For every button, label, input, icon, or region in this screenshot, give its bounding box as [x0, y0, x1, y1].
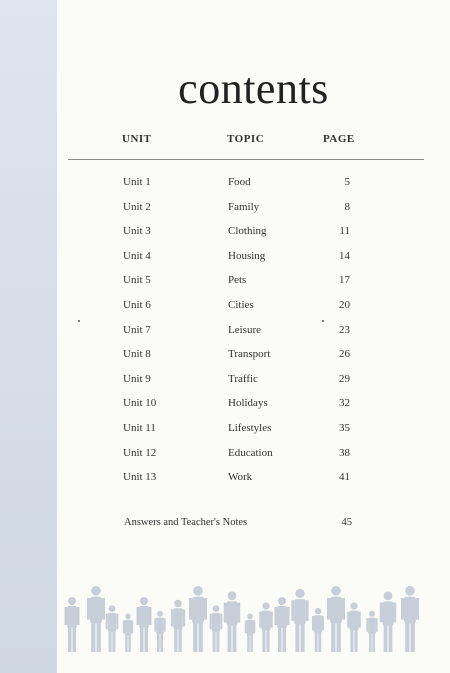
speck	[78, 320, 80, 322]
answers-page: 45	[341, 517, 352, 528]
people-silhouette-row-icon	[60, 570, 430, 655]
row-topic: Work	[228, 471, 253, 484]
row-unit: Unit 11	[123, 421, 156, 434]
table-row	[0, 471, 450, 496]
table-row	[0, 225, 450, 250]
row-unit: Unit 1	[123, 176, 151, 188]
table-row	[0, 176, 450, 201]
row-unit: Unit 4	[123, 249, 151, 262]
row-unit: Unit 8	[123, 348, 151, 361]
row-topic: Pets	[228, 274, 247, 287]
table-row	[0, 373, 450, 398]
table-row	[0, 299, 450, 324]
row-page: 38	[339, 446, 350, 459]
row-topic: Transport	[228, 348, 271, 361]
row-unit: Unit 13	[123, 471, 157, 484]
topic-column-header: TOPIC	[227, 133, 265, 145]
row-topic: Clothing	[228, 225, 267, 238]
row-page: 26	[339, 348, 350, 361]
speck	[322, 320, 324, 322]
table-row	[0, 348, 450, 373]
row-topic: Leisure	[228, 323, 261, 336]
row-unit: Unit 10	[123, 397, 157, 410]
header-divider	[68, 159, 424, 160]
row-page: 11	[339, 225, 350, 238]
table-row	[0, 274, 450, 299]
row-topic: Cities	[228, 298, 254, 311]
row-unit: Unit 5	[123, 274, 151, 287]
row-unit: Unit 2	[123, 200, 151, 213]
row-topic: Holidays	[228, 397, 268, 410]
row-topic: Education	[228, 446, 273, 459]
table-row	[0, 397, 450, 422]
row-page: 17	[339, 274, 350, 287]
table-row	[0, 447, 450, 472]
row-topic: Lifestyles	[228, 421, 272, 434]
page-column-header: PAGE	[323, 133, 355, 145]
row-page: 32	[339, 397, 350, 410]
row-page: 29	[339, 372, 350, 385]
answers-label: Answers and Teacher's Notes	[124, 517, 248, 528]
row-page: 8	[344, 200, 350, 213]
page-title: contents	[178, 64, 329, 113]
row-unit: Unit 7	[123, 323, 151, 336]
row-page: 41	[339, 471, 350, 484]
contents-table	[0, 176, 450, 496]
row-topic: Traffic	[228, 372, 258, 385]
unit-column-header: UNIT	[122, 133, 152, 145]
row-unit: Unit 6	[123, 298, 151, 311]
row-topic: Food	[228, 176, 251, 188]
row-page: 5	[344, 176, 350, 188]
table-row	[0, 201, 450, 226]
row-unit: Unit 9	[123, 372, 151, 385]
table-row	[0, 250, 450, 275]
row-unit: Unit 3	[123, 225, 151, 238]
row-topic: Family	[228, 200, 260, 213]
row-topic: Housing	[228, 249, 266, 262]
row-page: 20	[339, 298, 350, 311]
row-page: 35	[339, 421, 350, 434]
table-row	[0, 422, 450, 447]
row-page: 23	[339, 323, 350, 336]
table-row	[0, 324, 450, 349]
row-unit: Unit 12	[123, 446, 157, 459]
row-page: 14	[339, 249, 350, 262]
